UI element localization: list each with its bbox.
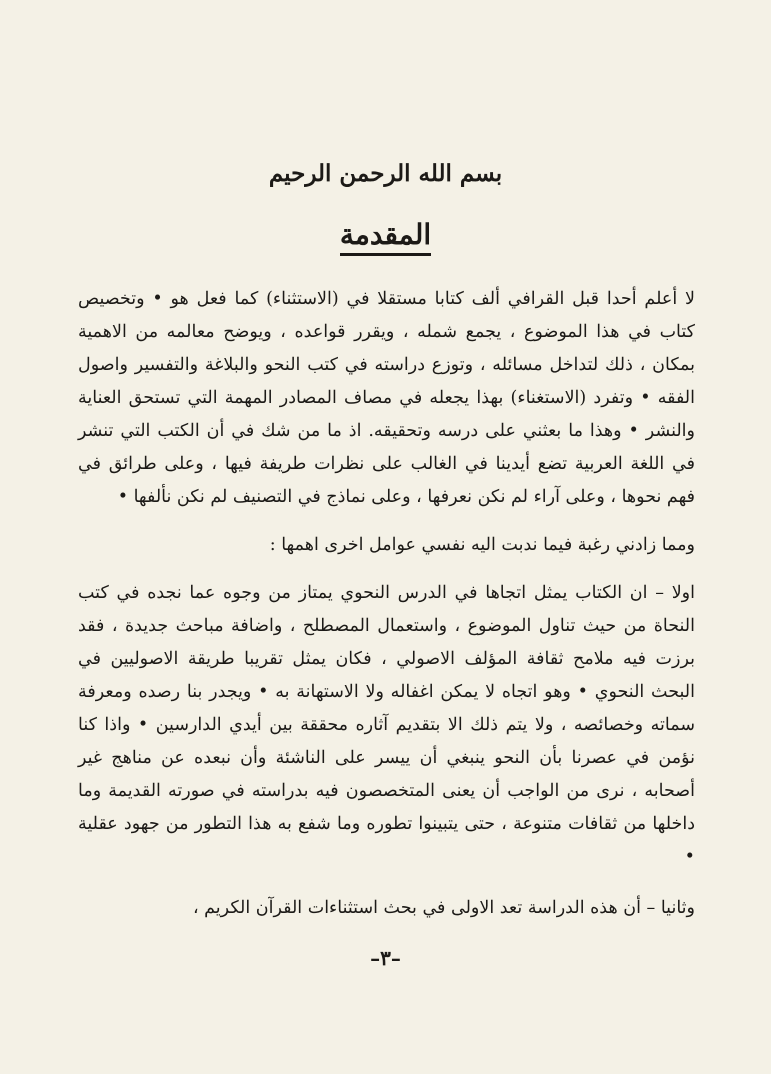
paragraph-second: وثانيا – أن هذه الدراسة تعد الاولى في بحث استثناءات القرآن الكريم ، — [192, 898, 695, 918]
paragraph-first: اولا – ان الكتاب يمثل اتجاها في الدرس النحوي يمتاز من وجوه عما نجده في كتب النحاة من حيث تناول الموضوع ، واستعمال المصطلح ، واضافة مباحث جديدة ، فقد برزت فيه ملامح ثقافة المؤلف الاصولي ، فكان يمثل تقريبا طريقة الاصوليين في البحث النحوي • وهو اتجاه لا يمكن اغفاله ولا الاستهانة به • ويجدر بنا رصده ومعرفة سماته وخصائصه ، ولا يتم ذلك الا بتقديم آثاره محققة بين أيدي الدارسين • واذا كنا نؤمن في عصرنا بأن النحو ينبغي أن ييسر على الناشئة وأن نبعده عن مناهج غير أصحابه ، نرى من الواجب أن يعنى المتخصصون فيه بدراسته في صورته القديمة وما داخلها من ثقافات متنوعة ، حتى يتبينوا تطوره وما شفع به هذا التطور من جهود عقلية • — [78, 583, 695, 867]
page-title-text: المقدمة — [340, 218, 431, 256]
paragraph-factors: ومما زادني رغبة فيما ندبت اليه نفسي عوامل اخرى اهمها : — [269, 535, 695, 555]
bismillah-heading: بسم الله الرحمن الرحيم — [268, 160, 503, 187]
page-number: –٣– — [370, 946, 401, 970]
page-title — [0, 218, 771, 251]
body-text — [78, 283, 695, 925]
paragraph-intro: لا أعلم أحدا قبل القرافي ألف كتابا مستقلا في (الاستثناء) كما فعل هو • وتخصيص كتاب في هذا الموضوع ، يجمع شمله ، ويقرر قواعده ، ويوضح معالمه من الاهمية بمكان ، ذلك لتداخل مسائله ، وتوزع دراسته في كتب النحو والبلاغة والتفسير واصول الفقه • وتفرد (الاستغناء) بهذا يجعله في مصاف المصادر المهمة التي تستحق العناية والنشر • وهذا ما بعثني على درسه وتحقيقه. اذ ما من شك في أن الكتب التي تنشر في اللغة العربية تضع أيدينا في الغالب على نظرات طريفة فيها ، وعلى طرائق في فهم نحوها ، وعلى آراء لم نكن نعرفها ، وعلى نماذج في التصنيف لم نكن نألفها • — [78, 289, 695, 507]
